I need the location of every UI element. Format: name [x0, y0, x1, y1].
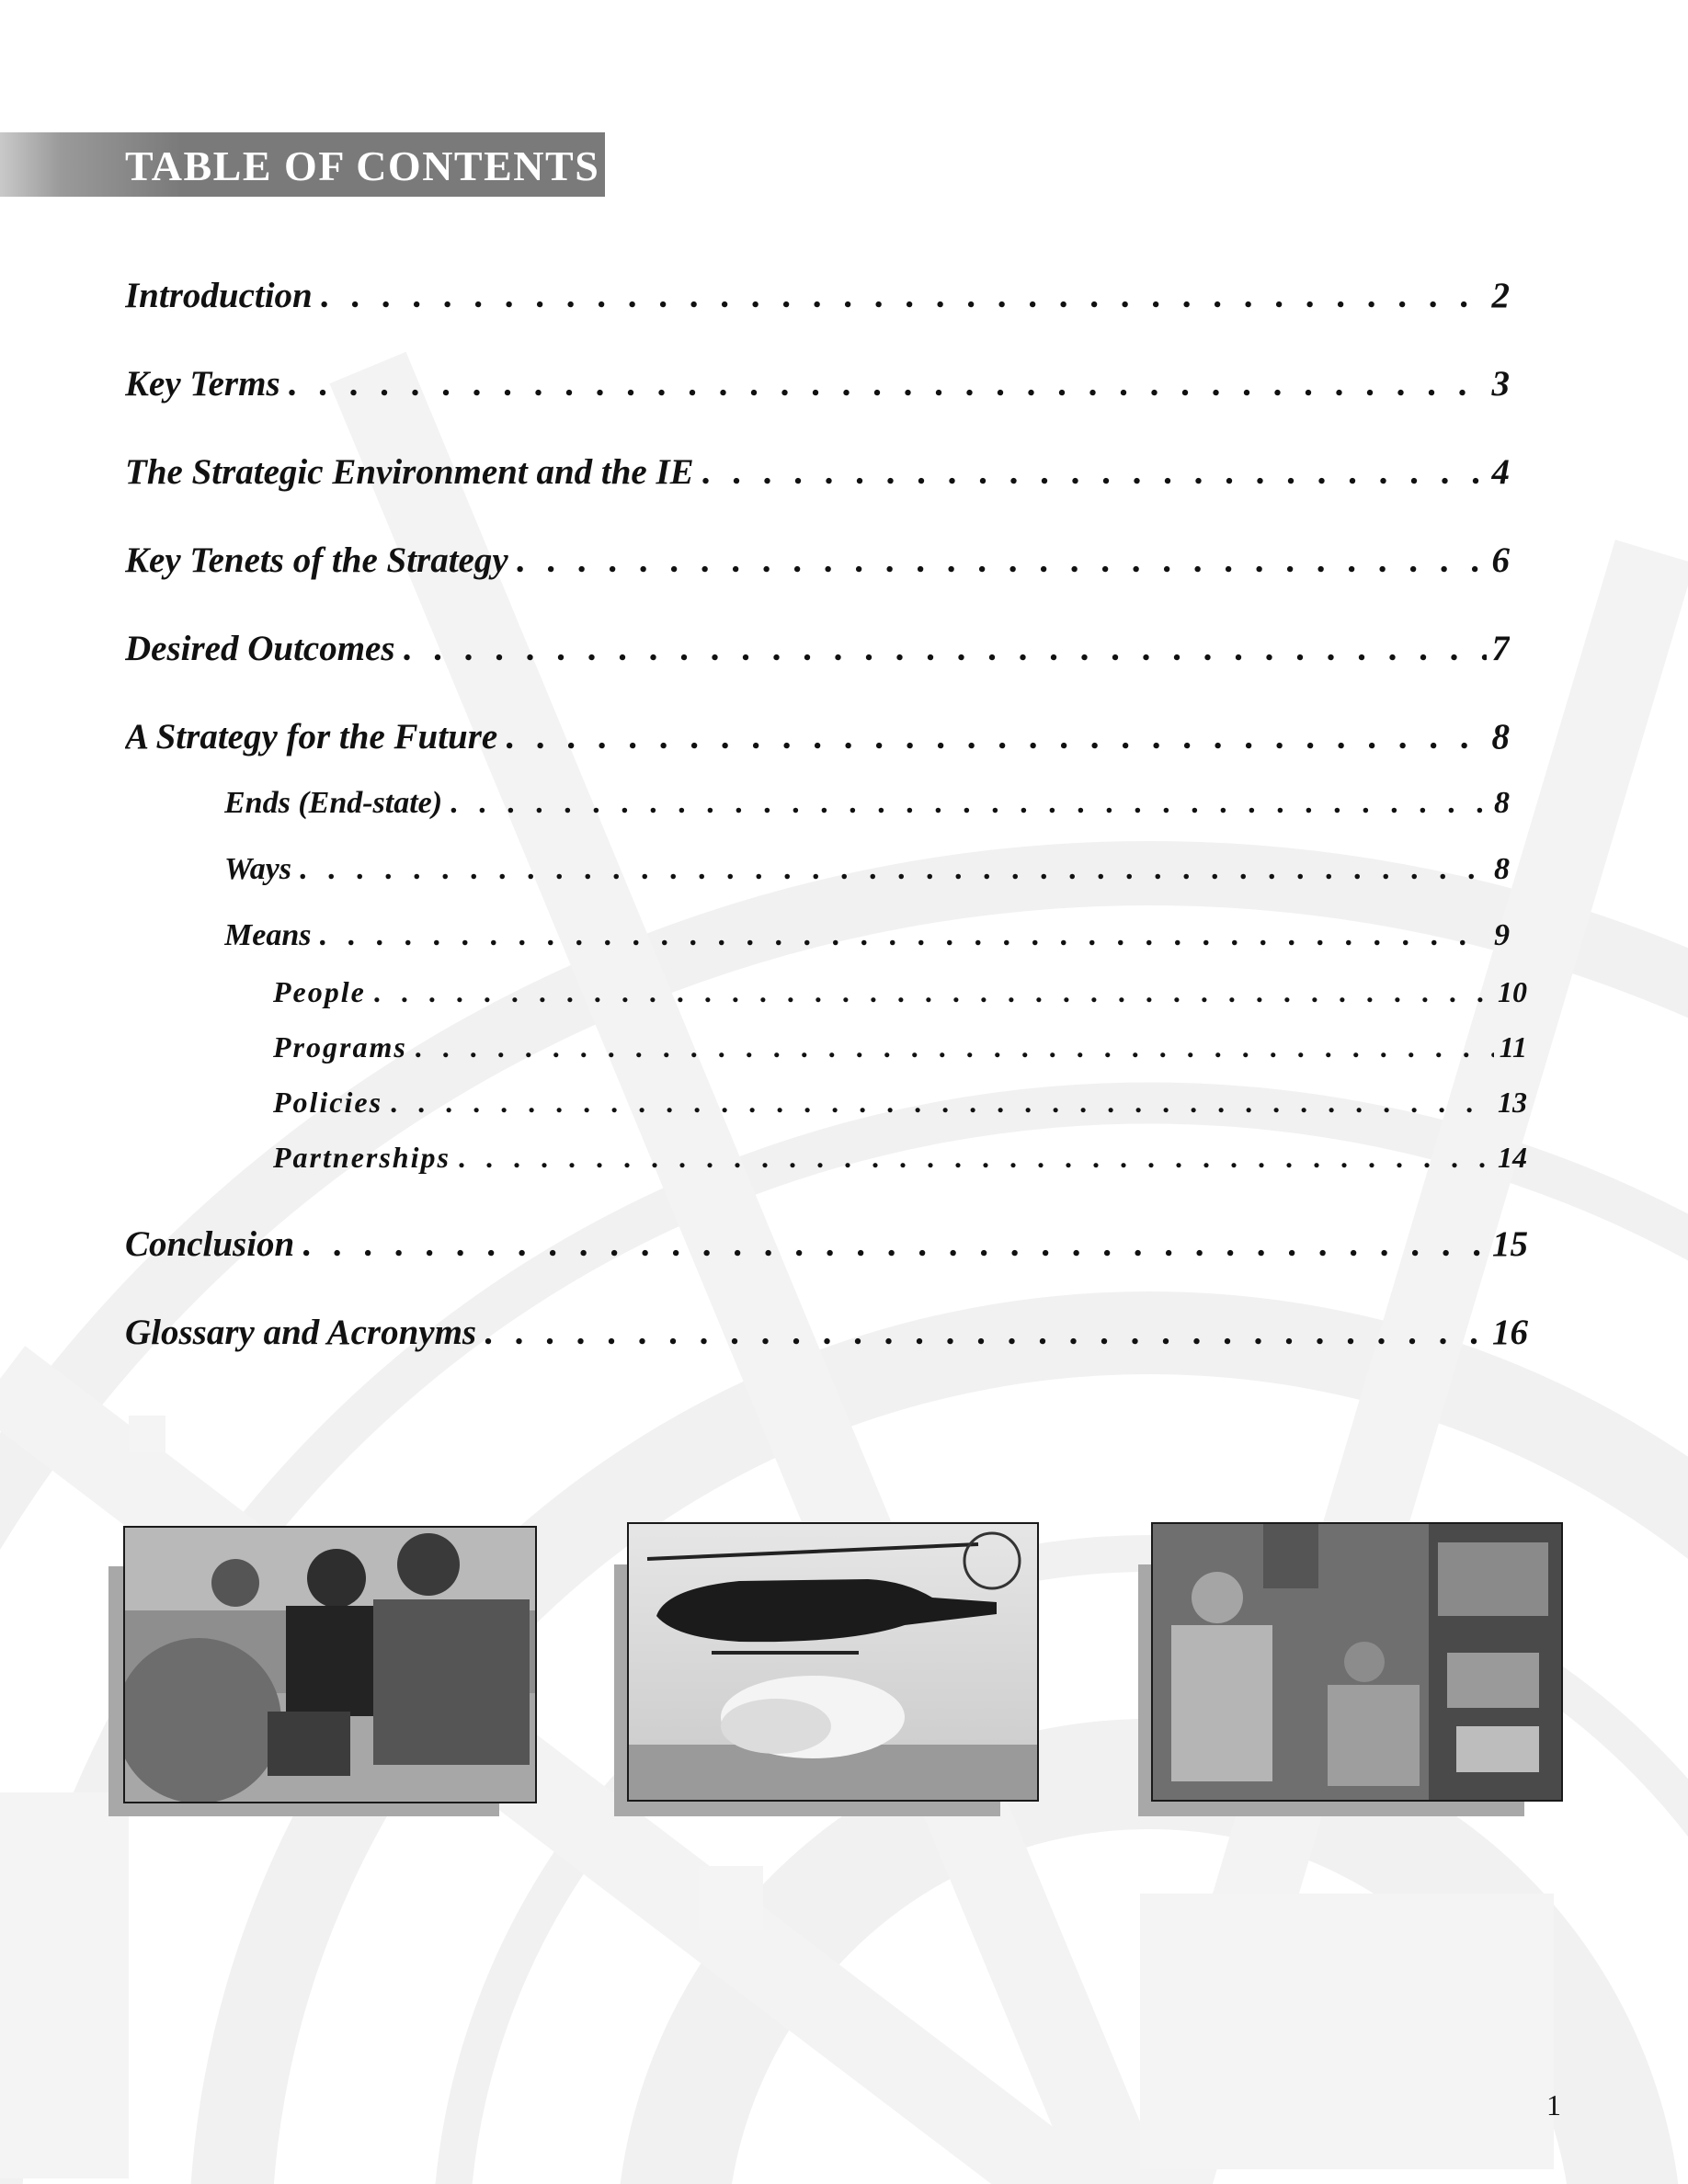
toc-entry-label: People [273, 975, 366, 1008]
toc-header-band [0, 132, 605, 197]
toc-entry-page: 15 [1492, 1224, 1528, 1264]
toc-entry-page: 14 [1498, 1141, 1527, 1174]
page-number: 1 [1546, 2088, 1561, 2121]
toc-entry-means[interactable] [224, 918, 1510, 961]
toc-entry-programs[interactable] [273, 1030, 1527, 1071]
photo-soldiers [108, 1522, 541, 1816]
toc-entry-page: 11 [1499, 1030, 1527, 1064]
toc-entry-page: 3 [1491, 364, 1510, 404]
toc-entry-label: A Strategy for the Future [125, 717, 498, 756]
dot-leader [299, 852, 1488, 887]
toc-entry-key-terms[interactable] [125, 363, 1510, 411]
toc-entry-label: Means [224, 918, 312, 952]
toc-entry-page: 4 [1491, 452, 1510, 492]
dot-leader [505, 716, 1486, 757]
toc-entry-page: 7 [1491, 629, 1510, 668]
photo-helicopter-image [627, 1522, 1039, 1802]
toc-entry-label: The Strategic Environment and the IE [125, 452, 694, 492]
toc-entry-page: 8 [1494, 852, 1510, 886]
toc-entry-page: 10 [1498, 975, 1527, 1008]
toc-entry-page: 2 [1491, 276, 1510, 315]
dot-leader [318, 918, 1488, 953]
toc-entry-key-tenets[interactable] [125, 540, 1510, 587]
toc-entry-label: Ways [224, 852, 292, 886]
toc-entry-page: 8 [1491, 717, 1510, 756]
photo-soldiers-image [123, 1526, 537, 1803]
dot-leader [458, 1141, 1492, 1175]
dot-leader [484, 1312, 1487, 1353]
toc-entry-label: Partnerships [273, 1141, 451, 1174]
page-title: TABLE OF CONTENTS [125, 142, 600, 189]
toc-entry-conclusion[interactable] [125, 1223, 1528, 1271]
toc-entry-glossary[interactable] [125, 1312, 1528, 1359]
toc-entry-partnerships[interactable] [273, 1141, 1527, 1181]
dot-leader [320, 275, 1487, 316]
toc-entry-introduction[interactable] [125, 275, 1510, 323]
photo-aircraft-crew [1138, 1520, 1565, 1816]
toc-entry-label: Ends (End-state) [224, 786, 443, 820]
toc-entry-label: Programs [273, 1030, 407, 1064]
toc-entry-strategy-future[interactable] [125, 716, 1510, 764]
dot-leader [415, 1030, 1494, 1064]
dot-leader [302, 1223, 1487, 1265]
dot-leader [288, 363, 1487, 404]
dot-leader [390, 1086, 1492, 1120]
toc-entry-desired-outcomes[interactable] [125, 628, 1510, 676]
photo-aircraft-crew-image [1151, 1522, 1563, 1802]
toc-entry-label: Key Terms [125, 364, 280, 404]
dot-leader [516, 540, 1487, 581]
toc-entry-label: Policies [273, 1086, 383, 1119]
toc-entry-label: Conclusion [125, 1224, 295, 1264]
toc-entry-strategic-environment[interactable] [125, 451, 1510, 499]
toc-entry-page: 16 [1492, 1313, 1528, 1352]
dot-leader [450, 786, 1488, 821]
toc-entry-page: 8 [1494, 786, 1510, 820]
toc-entry-page: 9 [1494, 918, 1510, 952]
toc-entry-people[interactable] [273, 975, 1527, 1016]
toc-entry-policies[interactable] [273, 1086, 1527, 1126]
dot-leader [373, 975, 1492, 1009]
dot-leader [701, 451, 1487, 493]
photo-helicopter [614, 1520, 1041, 1816]
toc-entry-label: Introduction [125, 276, 313, 315]
dot-leader [403, 628, 1487, 669]
toc-entry-label: Key Tenets of the Strategy [125, 540, 508, 580]
toc-entry-page: 6 [1491, 540, 1510, 580]
toc-entry-ways[interactable] [224, 852, 1510, 894]
toc-entry-label: Glossary and Acronyms [125, 1313, 477, 1352]
toc-entry-label: Desired Outcomes [125, 629, 395, 668]
toc-entry-ends[interactable] [224, 786, 1510, 828]
toc-entry-page: 13 [1498, 1086, 1527, 1119]
